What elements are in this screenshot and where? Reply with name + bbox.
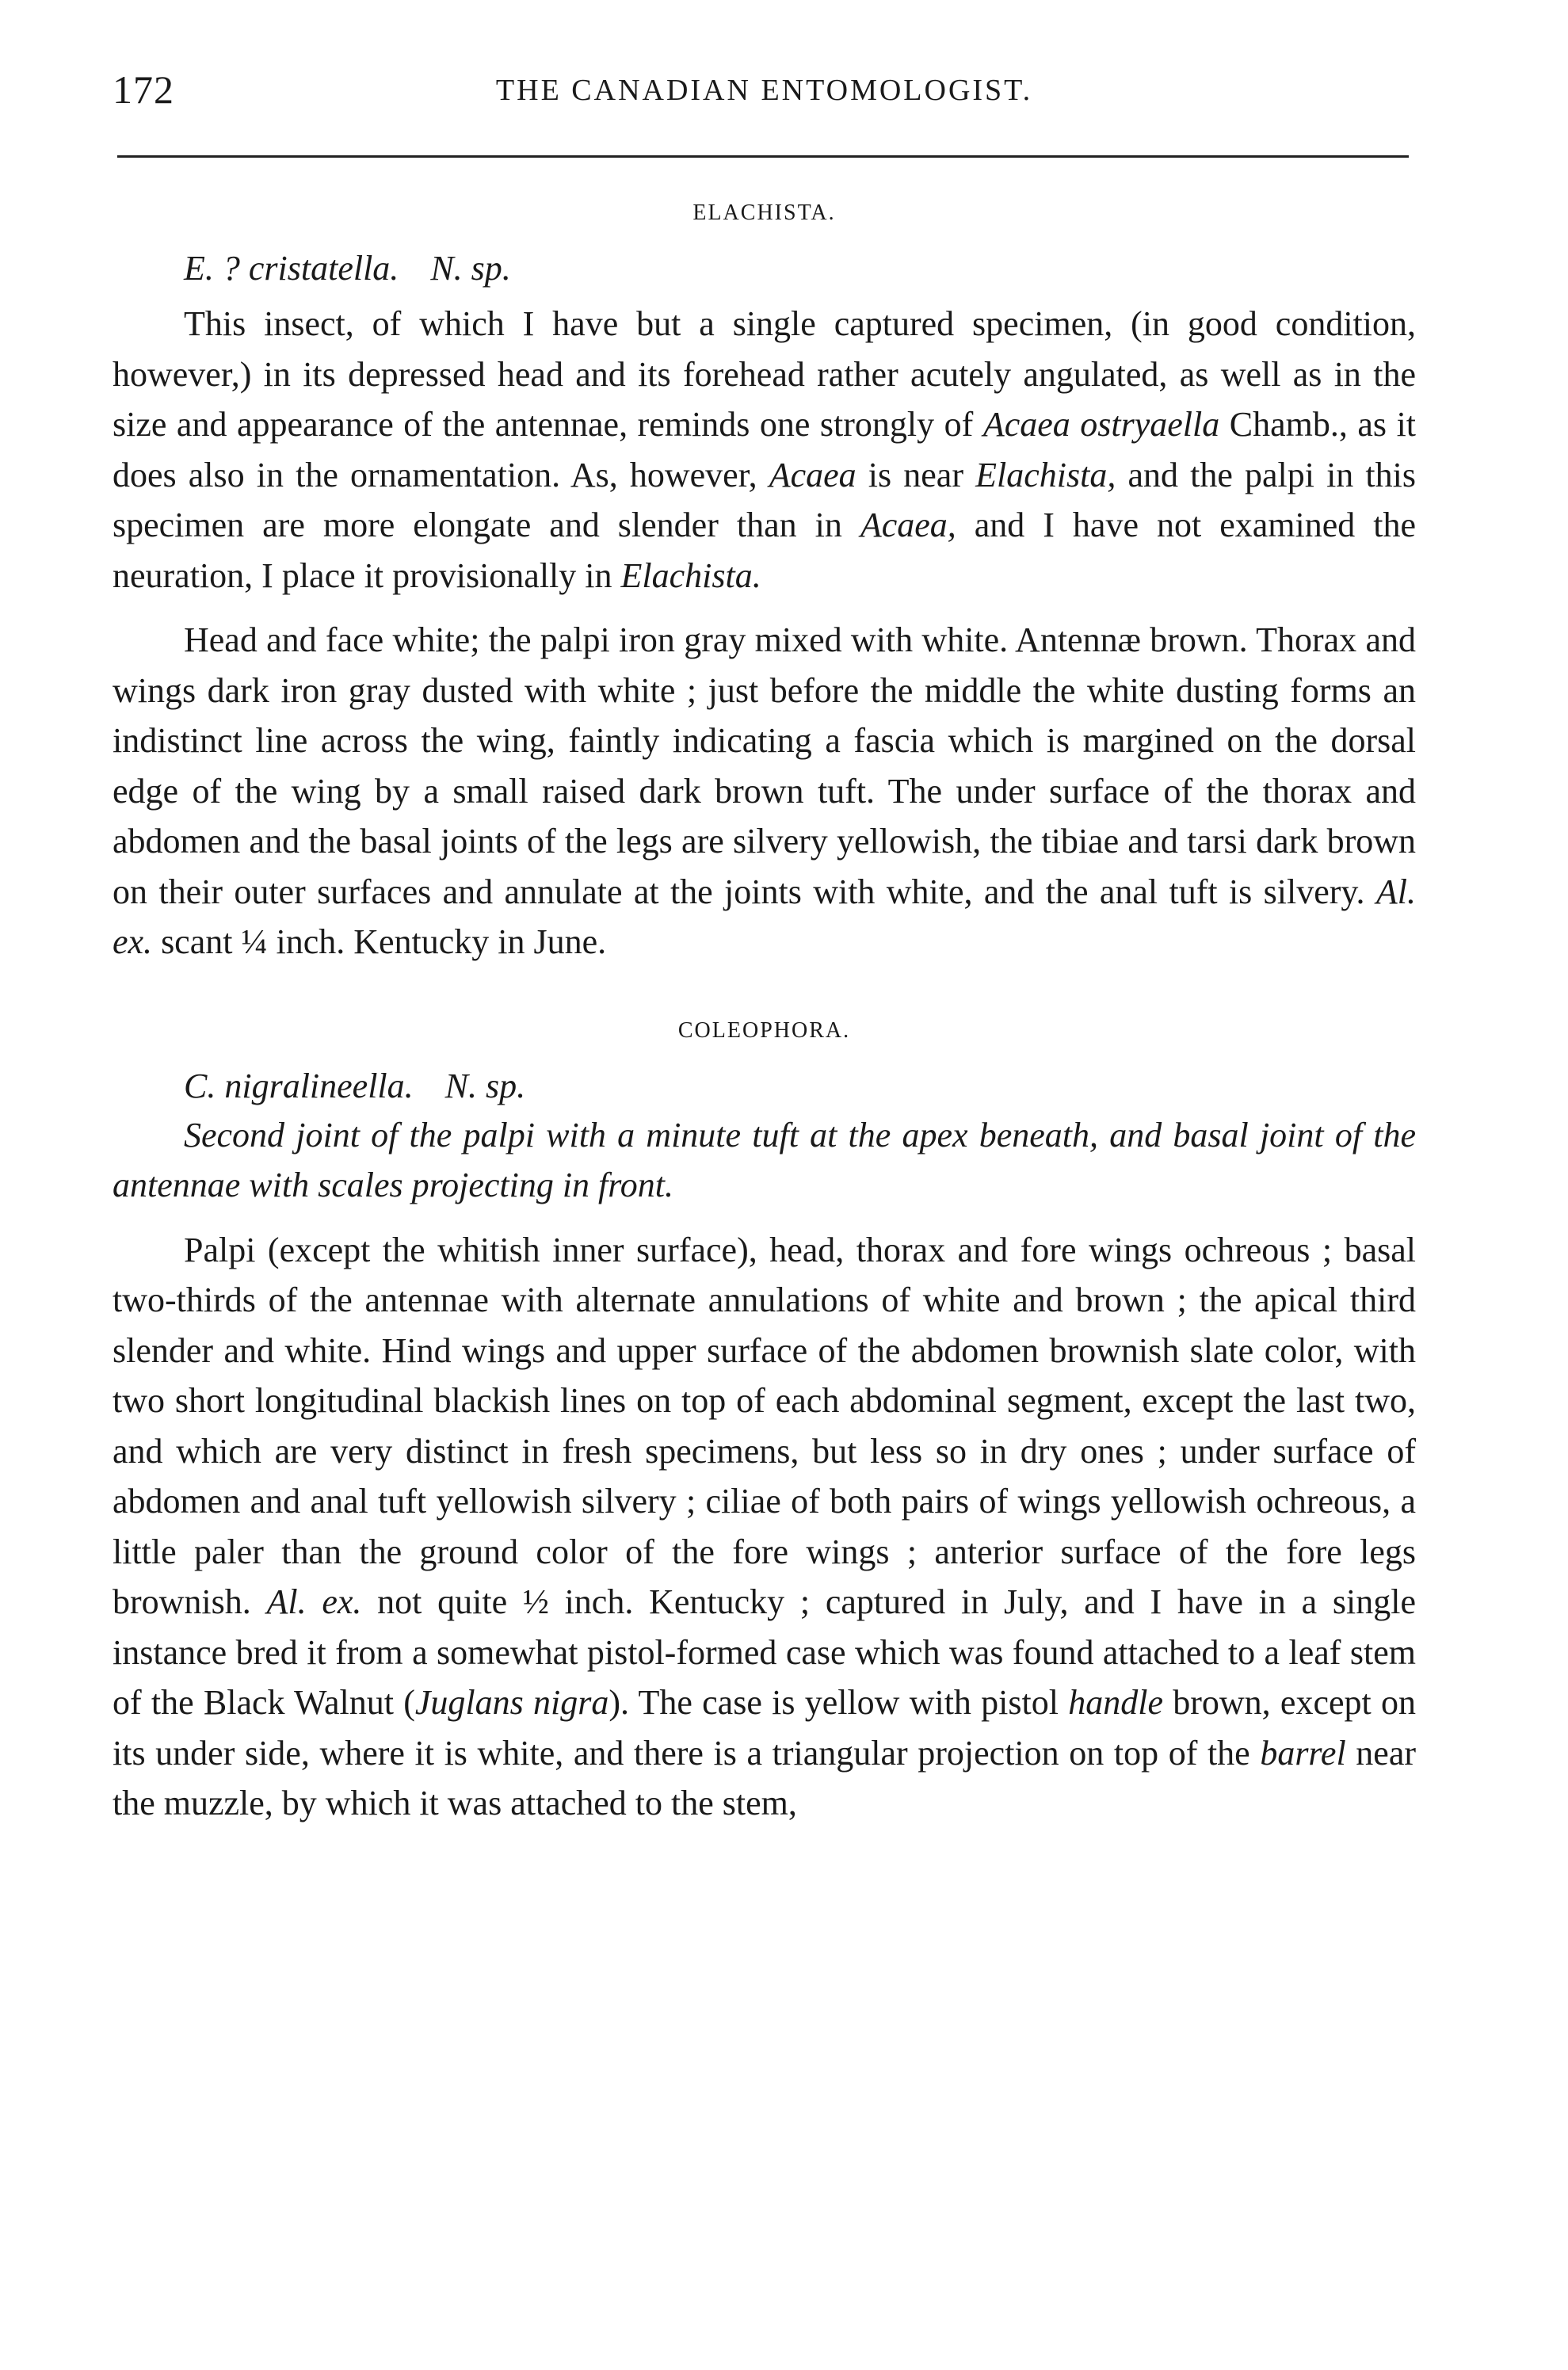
italic-run: Elachista. [620, 555, 761, 595]
italic-run: Elachista, [975, 455, 1116, 494]
text-run: and the palpi in this specimen are more elongate and slender than in [113, 455, 1417, 544]
text-run: not quite ½ inch. Kentucky ; captured in July, and I have in a single instance bred it from a somewhat pistol-formed case which was found attached to a leaf stem of the Black Walnut ( [113, 1582, 1416, 1722]
italic-run: barrel [1260, 1733, 1346, 1773]
italic-run: Al. ex. [266, 1582, 362, 1621]
text-run: scant ¼ inch. Kentucky in June. [152, 922, 607, 961]
italic-run: handle [1068, 1683, 1163, 1722]
italic-run: Acaea ostryaella [982, 405, 1220, 444]
species-title-coleophora [184, 1064, 1416, 1109]
species-name: E. ? cristatella. [184, 249, 399, 288]
page [113, 67, 1416, 1829]
paragraph-coleophora-description [113, 1225, 1416, 1829]
section-heading-coleophora: COLEOPHORA. [677, 1017, 851, 1043]
text-run: and I have not examined the neuration, I place it provisionally in [113, 506, 1416, 595]
species-name: C. nigralineella. [184, 1066, 414, 1105]
species-note: N. sp. [444, 1066, 526, 1105]
text-run: ). The case is yellow with pistol [609, 1683, 1069, 1722]
text-run: This insect, of which I have but a single captured specimen, (in good condition, however,) in its depressed head and its forehead rather acutely angulated, as well as in the size and appearance of the antennae, reminds one strongly of [113, 304, 1416, 444]
species-title-elachista [184, 246, 1416, 291]
paragraph-elachista-description [113, 299, 1416, 601]
italic-run: Acaea, [860, 506, 956, 544]
text-run: is near [856, 455, 976, 494]
running-head [113, 67, 1416, 122]
text-run: brown, except on its under side, where it is white, and there is a triangular projection on top of the [113, 1683, 1416, 1773]
page-number: 172 [113, 67, 174, 112]
text-run: near the muzzle, by which it was attached to the stem, [113, 1733, 1417, 1822]
species-note: N. sp. [430, 249, 511, 288]
journal-title: THE CANADIAN ENTOMOLOGIST. [495, 74, 1033, 107]
header-rule [117, 155, 1409, 158]
text-run: Chamb., as it does also in the ornamentation. As, however, [113, 405, 1417, 494]
text-run: Palpi (except the whitish inner surface), head, thorax and fore wings ochreous ; basal two-thirds of the antennae with alternate annulations of white and brown ; the apical third slender and white. Hind wings and upper surface of the abdomen brownish slate color, with two short longitudinal blackish lines on top of each abdominal segment, except the last two, and which are very distinct in fresh specimens, but less so in dry ones ; under surface of abdomen and anal tuft yellowish silvery ; ciliae of both pairs of wings yellowish ochreous, a little paler than the ground color of the fore wings ; anterior surface of the fore legs brownish. [113, 1230, 1416, 1621]
text-run: Head and face white; the palpi iron gray mixed with white. Antennæ brown. Thorax and wings dark iron gray dusted with white ; just before the middle the white dusting forms an indistinct line across the wing, faintly indicating a fascia which is margined on the dorsal edge of the wing by a small raised dark brown tuft. The under surface of the thorax and abdomen and the basal joints of the legs are silvery yellowish, the tibiae and tarsi dark brown on their outer surfaces and annulate at the joints with white, and the anal tuft is silvery. [113, 620, 1416, 911]
paragraph-elachista-characters [113, 615, 1416, 967]
italic-run: Juglans nigra [414, 1683, 609, 1722]
italic-run: Al. ex. [113, 872, 1416, 961]
section-heading-elachista: ELACHISTA. [692, 200, 836, 225]
diagnosis-coleophora: Second joint of the palpi with a minute tuft at the apex beneath, and basal joint of the antennae with scales projecting in front. [113, 1115, 1416, 1204]
italic-run: Acaea [769, 455, 856, 494]
